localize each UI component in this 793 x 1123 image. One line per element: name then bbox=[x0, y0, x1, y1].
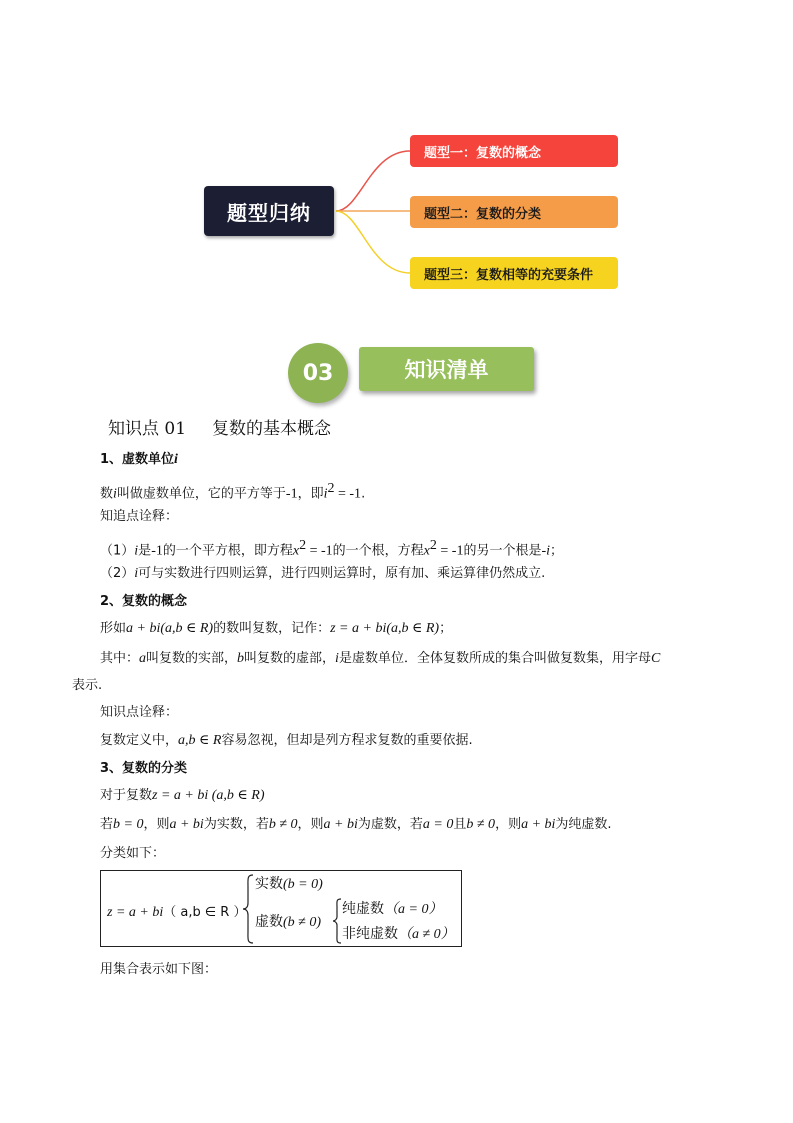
para-for-complex: 对于复数z = a + bi (a,b ∈ R) bbox=[100, 788, 265, 803]
note-label-2: 知识点诠释： bbox=[100, 705, 179, 720]
section-title-banner: 知识清单 bbox=[359, 347, 534, 391]
para-real-imag-parts-cont: 表示. bbox=[72, 678, 103, 693]
formula-real: 实数(b = 0) bbox=[255, 876, 323, 892]
para-definition-note: 复数定义中，a,b ∈ R容易忽视，但却是列方程求复数的重要依据. bbox=[100, 733, 473, 748]
knowledge-point-label: 知识点 01 bbox=[108, 419, 187, 439]
note-item-2: （2）i可与实数进行四则运算，进行四则运算时，原有加、乘运算律仍然成立. bbox=[100, 566, 546, 581]
mindmap-branch-3: 题型三：复数相等的充要条件 bbox=[410, 257, 618, 289]
para-imaginary-unit: 数i叫做虚数单位，它的平方等于-1，即$i^2 = -1$. bbox=[100, 481, 366, 502]
formula-pure: 纯虚数（a = 0） bbox=[342, 901, 443, 917]
para-complex-form: 形如a + bi(a,b ∈ R)的数叫复数，记作：z = a + bi(a,b ∈ R)； bbox=[100, 621, 453, 636]
formula-nonpure: 非纯虚数（a ≠ 0） bbox=[342, 926, 455, 942]
para-real-imag-parts: 其中：a叫复数的实部，b叫复数的虚部，i是虚数单位．全体复数所成的集合叫做复数集，用字母C bbox=[100, 651, 661, 666]
mindmap-root: 题型归纳 bbox=[204, 186, 334, 236]
para-classification-rules: 若b = 0，则a + bi为实数，若b ≠ 0，则a + bi为虚数，若a = 0且b ≠ 0，则a + bi为纯虚数. bbox=[100, 817, 612, 832]
para-set-diagram-intro: 用集合表示如下图： bbox=[100, 962, 218, 977]
section-number-badge: 03 bbox=[288, 343, 348, 403]
para-classification-intro: 分类如下： bbox=[100, 846, 166, 861]
mindmap-branch-2: 题型二：复数的分类 bbox=[410, 196, 618, 228]
formula-lhs: z = a + bi（ a,b ∈ R ） bbox=[107, 905, 247, 920]
classification-formula-box bbox=[100, 870, 462, 947]
heading-complex-concept: 2、复数的概念 bbox=[100, 594, 188, 609]
knowledge-point-title bbox=[108, 414, 331, 439]
formula-imag: 虚数(b ≠ 0) bbox=[255, 914, 322, 930]
heading-imaginary-unit: 1、虚数单位i bbox=[100, 452, 178, 467]
formula-brace-outer bbox=[241, 873, 255, 945]
heading-classification: 3、复数的分类 bbox=[100, 761, 188, 776]
knowledge-point-name: 复数的基本概念 bbox=[212, 419, 332, 439]
note-item-1: （1）i是-1的一个平方根，即方程$x^2 = -1$的一个根，方程$x^2 = -1$的另一个根是-i； bbox=[100, 538, 564, 559]
mindmap-branch-1: 题型一：复数的概念 bbox=[410, 135, 618, 167]
mindmap-connectors bbox=[330, 140, 420, 280]
note-label-1: 知追点诠释： bbox=[100, 509, 179, 524]
